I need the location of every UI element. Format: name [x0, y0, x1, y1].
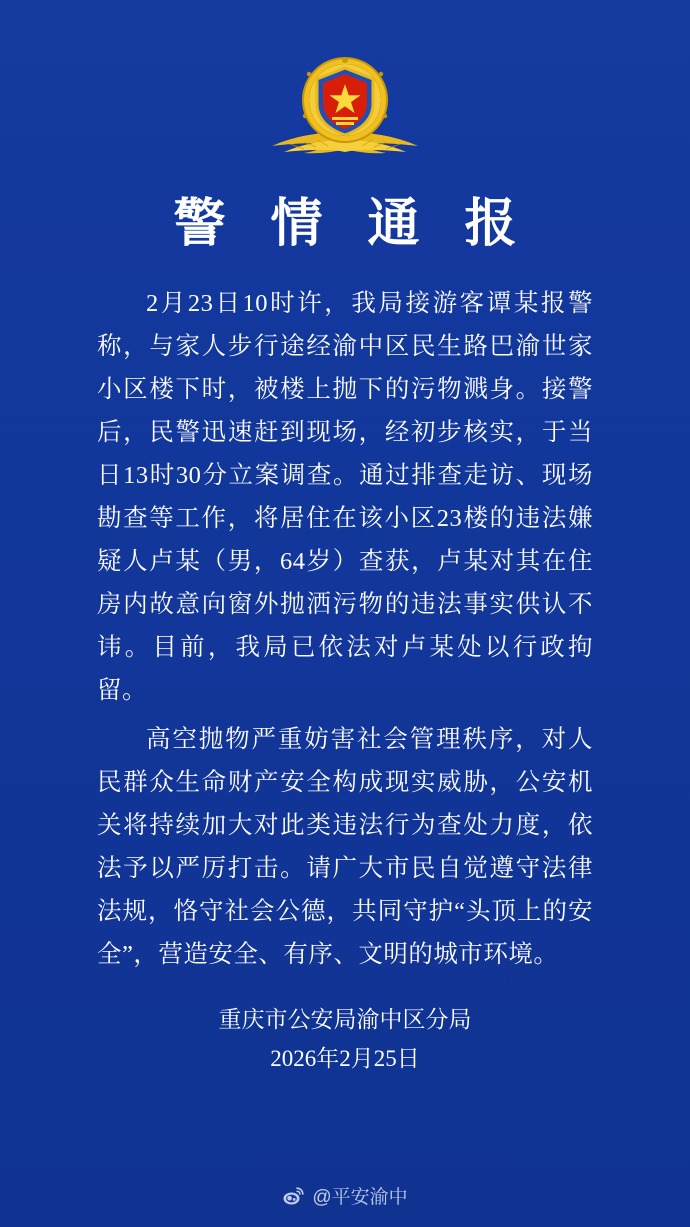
weibo-icon [282, 1185, 304, 1207]
issue-date: 2026年2月25日 [270, 1046, 420, 1071]
weibo-account-name: @平安渝中 [312, 1187, 408, 1208]
china-police-badge [260, 54, 430, 172]
page-title: 警 情 通 报 [173, 196, 533, 253]
footer-watermark [0, 1182, 690, 1209]
notice-paragraph-1: 2月23日10时许，我局接游客谭某报警称，与家人步行途经渝中区民生路巴渝世家小区楼下时，被楼上抛下的污物溅身。接警后，民警迅速赶到现场，经初步核实，于当日13时30分立案调查。通过排查走访、现场勘查等工作，将居住在该小区23楼的违法嫌疑人卢某（男，64岁）查获，卢某对其在住房内故意向窗外抛洒污物的违法事实供认不讳。目前，我局已依法对卢某处以行政拘留。 [97, 290, 593, 705]
signature-block [0, 1000, 690, 1078]
issuing-organization: 重庆市公安局渝中区分局 [218, 1007, 472, 1032]
police-badge-icon [260, 54, 430, 172]
notice-body [97, 282, 593, 982]
notice-paragraph-2: 高空抛物严重妨害社会管理秩序，对人民群众生命财产安全构成现实威胁，公安机关将持续加大对此类违法行为查处力度，依法予以严厉打击。请广大市民自觉遵守法律法规，恪守社会公德，共同守护“头顶上的安全”，营造安全、有序、文明的城市环境。 [97, 726, 593, 969]
